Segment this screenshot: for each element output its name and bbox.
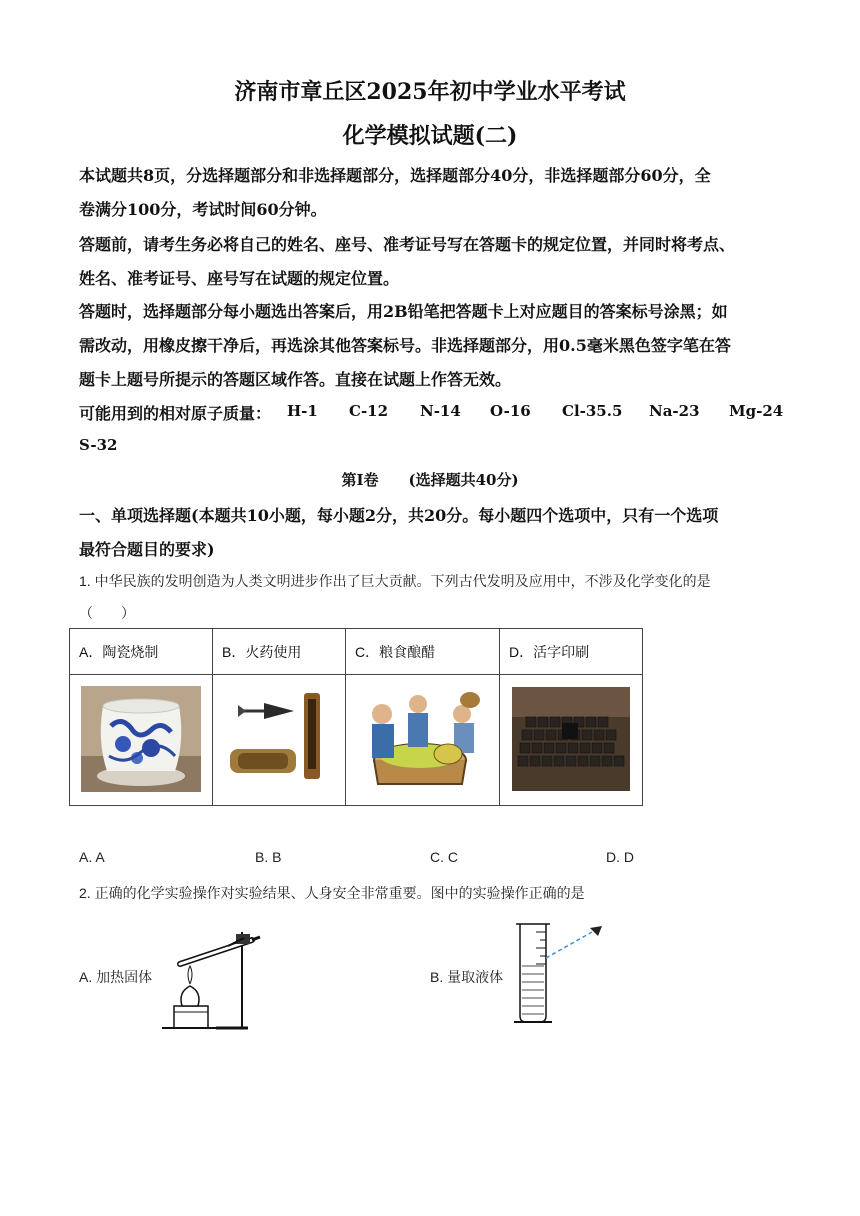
q1-header-b: B．火药使用 [213, 629, 346, 675]
q1-image-a-cell [70, 675, 213, 806]
q1-options-table [69, 628, 643, 806]
q1-header-c: C．粮食酿醋 [346, 629, 500, 675]
instructions-p3-line3: 题卡上题号所提示的答题区域作答。直接在试题上作答无效。 [79, 370, 512, 389]
instructions-p3-line1: 答题时，选择题部分每小题选出答案后，用2B铅笔把答题卡上对应题目的答案标号涂黑；如 [79, 302, 728, 321]
atom-o: O-16 [490, 402, 531, 420]
porcelain-jar-image [81, 686, 201, 792]
atoms-label: 可能用到的相对原子质量： [79, 404, 272, 423]
movable-type-image [512, 687, 630, 791]
instructions-p1-line2: 卷满分100分，考试时间60分钟。 [79, 200, 327, 219]
atom-h: H-1 [287, 402, 318, 420]
instructions-p3-line2: 需改动，用橡皮擦干净后，再选涂其他答案标号。非选择题部分，用0.5毫米黑色签字笔在答 [79, 336, 731, 355]
q1-choice-b[interactable]: B. B [255, 849, 282, 865]
exam-title: 济南市章丘区2025年初中学业水平考试 [234, 79, 626, 105]
atom-cl: Cl-35.5 [562, 402, 623, 420]
q1-header-a: A．陶瓷烧制 [70, 629, 213, 675]
instructions-p1-line1: 本试题共8页，分选择题部分和非选择题部分，选择题部分40分，非选择题部分60分，全 [79, 166, 711, 185]
atom-mg: Mg-24 [729, 402, 784, 420]
q1-image-d-cell [500, 675, 643, 806]
vinegar-brewing-image [358, 684, 488, 794]
q2-option-a[interactable]: A. 加热固体 [79, 969, 153, 985]
q1-image-b-cell [213, 675, 346, 806]
q1-header-d: D．活字印刷 [500, 629, 643, 675]
instructions-p2-line2: 姓名、准考证号、座号写在试题的规定位置。 [79, 269, 400, 288]
exam-subtitle: 化学模拟试题(二) [342, 123, 518, 149]
q1-choice-a[interactable]: A. A [79, 849, 105, 865]
atom-s: S-32 [79, 436, 118, 454]
q2-stem: 2. 正确的化学实验操作对实验结果、人身安全非常重要。图中的实验操作正确的是 [79, 885, 585, 901]
atom-n: N-14 [420, 402, 461, 420]
measuring-cylinder-diagram [510, 918, 610, 1030]
atomic-mass-line [79, 401, 271, 424]
q1-choice-c[interactable]: C. C [430, 849, 458, 865]
heating-solid-diagram [160, 918, 270, 1034]
q2-option-b[interactable]: B. 量取液体 [430, 969, 504, 985]
part1-instructions-line2: 最符合题目的要求) [79, 540, 215, 559]
atom-na: Na-23 [649, 402, 700, 420]
part1-instructions-line1: 一、单项选择题(本题共10小题，每小题2分，共20分。每小题四个选项中，只有一个选项 [79, 506, 719, 525]
q1-image-c-cell [346, 675, 500, 806]
q1-choice-d[interactable]: D. D [606, 849, 634, 865]
q1-bracket: （ ） [79, 605, 135, 621]
gunpowder-rocket-image [224, 689, 334, 789]
atom-c: C-12 [349, 402, 389, 420]
instructions-p2-line1: 答题前，请考生务必将自己的姓名、座号、准考证号写在答题卡的规定位置，并同时将考点、 [79, 235, 736, 254]
q1-stem: 1. 中华民族的发明创造为人类文明进步作出了巨大贡献。下列古代发明及应用中，不涉及化学变化的是 [79, 573, 711, 589]
section-title: 第Ⅰ卷 (选择题共40分) [341, 471, 519, 489]
